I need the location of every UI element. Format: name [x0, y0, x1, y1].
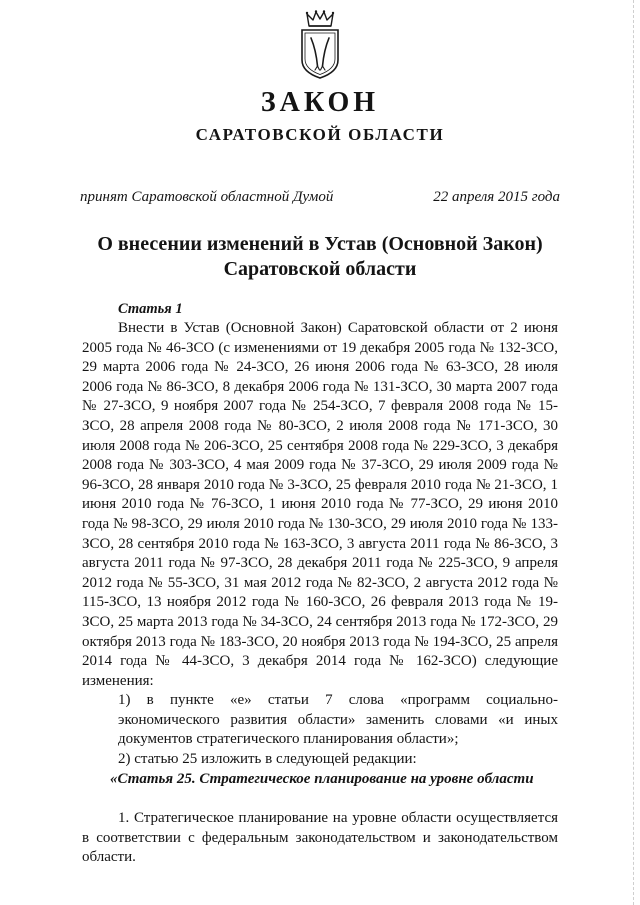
document-heading [70, 232, 570, 282]
heading-line-2: Саратовской области [223, 258, 417, 280]
adopted-date: 22 апреля 2015 года [433, 189, 560, 205]
heading-line-1: О внесении изменений в Устав (Основной Закон) [97, 233, 543, 255]
law-title: ЗАКОН [260, 87, 380, 118]
new-article-25-title: «Статья 25. Стратегическое планирование на уровне области [110, 770, 534, 787]
new-article-25-paragraph-1: 1. Стратегическое планирование на уровне области осуществляется в соответствии с федеральным законодательством и законодательством области. [82, 810, 558, 866]
coat-of-arms-icon [298, 8, 342, 80]
adopted-by: принят Саратовской областной Думой [80, 189, 334, 205]
article-1-label: Статья 1 [118, 301, 183, 317]
article-1-body [82, 319, 558, 868]
article-1-item-1: 1) в пункте «е» статьи 7 слова «программ социально-экономического развития области» заменить словами «и иных документов стратегического планирования области»; [118, 692, 558, 748]
article-1-intro: Внести в Устав (Основной Закон) Саратовской области от 2 июня 2005 года № 46-ЗСО (с изменениями от 19 декабря 2005 года № 132-ЗСО, 29 марта 2006 года № 24-ЗСО, 26 июня 2006 года № 63-ЗСО, 28 июля 2006 года № 86-ЗСО, 8 декабря 2006 года № 131-ЗСО, 30 марта 2007 года № 27-ЗСО, 9 ноября 2007 года № 254-ЗСО, 7 февраля 2008 года № 15-ЗСО, 28 апреля 2008 года № 80-ЗСО, 2 июля 2008 года № 171-ЗСО, 30 июля 2008 года № 206-ЗСО, 25 сентября 2008 года № 229-ЗСО, 3 декабря 2008 года № 303-ЗСО, 4 мая 2009 года № 37-ЗСО, 29 июля 2009 года № 96-ЗСО, 28 января 2010 года № 3-ЗСО, 25 февраля 2010 года № 21-ЗСО, 1 июня 2010 года № 76-ЗСО, 1 июня 2010 года № 77-ЗСО, 29 июня 2010 года № 98-ЗСО, 29 июля 2010 года № 130-ЗСО, 29 июля 2010 года № 133-ЗСО, 28 сентября 2010 года № 163-ЗСО, 3 августа 2011 года № 86-ЗСО, 3 августа 2011 года № 97-ЗСО, 28 декабря 2011 года № 225-ЗСО, 9 апреля 2012 года № 55-ЗСО, 31 мая 2012 года № 82-ЗСО, 2 августа 2012 года № 115-ЗСО, 13 ноября 2012 года № 160-ЗСО, 26 февраля 2013 года № 19-ЗСО, 25 марта 2013 года № 34-ЗСО, 24 сентября 2013 года № 172-ЗСО, 29 октября 2013 года № 183-ЗСО, 20 ноября 2013 года № 194-ЗСО, 25 апреля 2014 года № 44-ЗСО, 3 декабря 2014 года № 162-ЗСО) следующие изменения: [82, 320, 558, 689]
article-1-item-2: 2) статью 25 изложить в следующей редакции: [118, 751, 417, 768]
region-title: САРАТОВСКОЙ ОБЛАСТИ [195, 125, 445, 144]
paragraph-gap [82, 789, 558, 809]
